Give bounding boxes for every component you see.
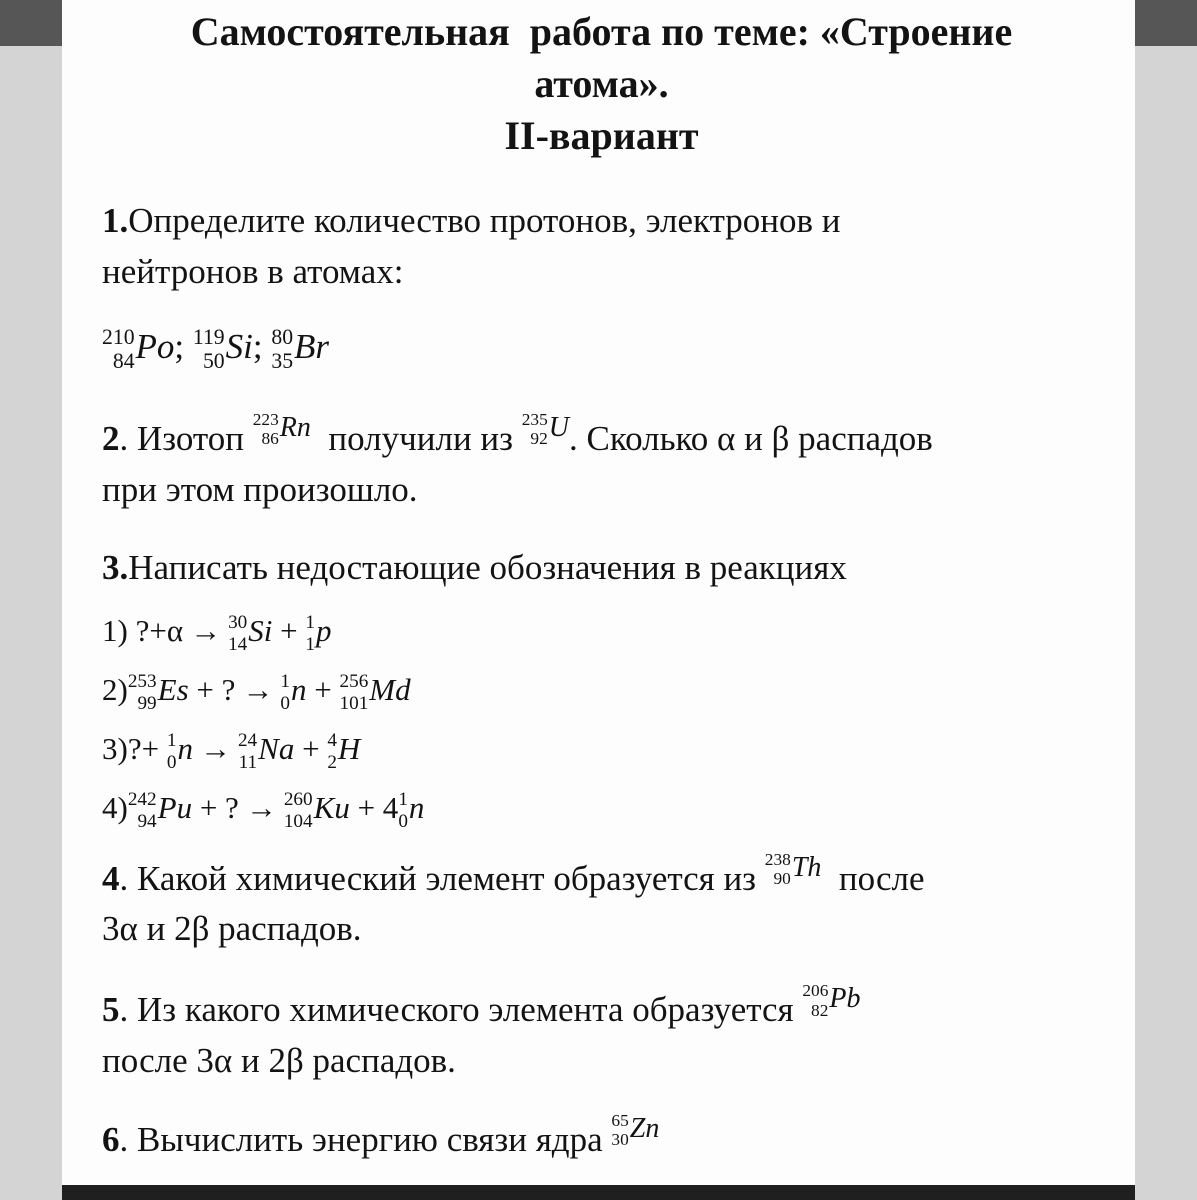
isotope-neutron [166, 730, 193, 773]
mass-and-atomic-number: 1 0 [398, 789, 408, 832]
reaction-2 [102, 661, 1101, 720]
problem-6 [102, 1110, 1101, 1166]
isotope-uranium [521, 409, 570, 449]
plus-sign: + [302, 730, 320, 766]
reaction-arrow: → [242, 671, 274, 707]
bottom-scan-edge [62, 1185, 1135, 1200]
worksheet-page [62, 0, 1135, 1185]
reaction-4 [102, 779, 1101, 838]
reaction-4-unknown: + ? [199, 789, 239, 825]
isotope-neutron [398, 789, 425, 832]
mass-and-atomic-number: 1 0 [280, 671, 290, 714]
mass-and-atomic-number: 65 30 [611, 1110, 629, 1150]
worksheet-title [102, 6, 1101, 162]
mass-and-atomic-number: 4 2 [327, 730, 337, 773]
mass-and-atomic-number: 253 99 [127, 671, 157, 714]
reaction-1-label: 1) [102, 613, 128, 649]
problem-1-text-line-2: нейтронов в атомах: [102, 251, 404, 291]
problem-5 [102, 981, 1101, 1087]
element-symbol: Th [791, 851, 822, 883]
reaction-3 [102, 720, 1101, 779]
element-symbol: Es [157, 671, 189, 707]
isotope-kurchatovium [283, 789, 350, 832]
mass-and-atomic-number: 238 90 [764, 849, 791, 889]
problem-5-text-1: . Из какого химического элемента образуется [119, 990, 794, 1030]
mass-and-atomic-number: 235 92 [521, 409, 548, 449]
problem-3-number: 3. [102, 548, 129, 588]
reaction-2-label: 2) [102, 671, 128, 707]
mass-and-atomic-number: 1 0 [166, 730, 177, 773]
reaction-1 [102, 602, 1101, 661]
problem-5-text-2: после 3α и 2β распадов. [102, 1040, 456, 1080]
element-symbol: Zn [629, 1112, 660, 1144]
problem-2-text-1: . Изотоп [119, 418, 244, 458]
isotope-bromine [271, 325, 330, 374]
isotope-radon [252, 409, 311, 449]
isotope-zinc [611, 1110, 660, 1150]
problem-1-number: 1. [102, 201, 129, 240]
reaction-3-label: 3) [102, 730, 128, 766]
reaction-arrow: → [245, 789, 277, 825]
isotope-silicon-30 [228, 612, 273, 655]
plus-sign: + [314, 671, 332, 707]
isotope-thorium [764, 849, 822, 889]
title-line-1: Самостоятельная работа по теме: «Строение [190, 9, 1013, 54]
isotope-plutonium [127, 789, 193, 832]
isotope-neutron [280, 671, 307, 714]
element-symbol: Br [294, 326, 330, 366]
isotope-mendelevium [339, 671, 411, 714]
mass-and-atomic-number: 80 35 [271, 325, 294, 374]
reaction-arrow: → [199, 730, 231, 766]
reaction-2-unknown: + ? [196, 671, 236, 707]
plus-sign: + [280, 613, 298, 649]
mass-and-atomic-number: 24 11 [237, 730, 258, 773]
problem-1 [102, 196, 1101, 298]
isotope-sodium [237, 730, 295, 773]
isotope-einsteinium [127, 671, 189, 714]
problem-2-text-2: получили из [328, 418, 513, 458]
element-symbol: Pu [157, 789, 193, 825]
isotope-hydrogen-4 [327, 730, 361, 773]
mass-and-atomic-number: 119 50 [192, 325, 225, 374]
problem-3 [102, 543, 1101, 594]
mass-and-atomic-number: 223 86 [252, 409, 279, 449]
element-symbol: Ku [313, 789, 350, 825]
element-symbol: n [291, 671, 307, 707]
mass-and-atomic-number: 206 82 [802, 981, 829, 1020]
element-symbol: n [408, 789, 425, 825]
right-scan-margin [1135, 0, 1197, 1200]
isotope-polonium [102, 325, 175, 374]
reaction-list [102, 602, 1101, 838]
top-right-corner-block [1135, 0, 1197, 46]
mass-and-atomic-number: 256 101 [339, 671, 369, 714]
mass-and-atomic-number: 260 104 [283, 789, 313, 832]
reaction-4-label: 4) [102, 789, 128, 825]
element-symbol: Md [369, 671, 411, 707]
problem-1-text-line-1: Определите количество протонов, электронов и [128, 201, 841, 240]
problem-2-text-3: . Сколько α и β распадов [569, 418, 933, 458]
element-symbol: Na [258, 730, 295, 766]
element-symbol: Po [135, 326, 175, 366]
reaction-3-unknown: ?+ [127, 730, 160, 766]
problem-1-isotope-list [102, 322, 1101, 374]
isotope-proton [305, 612, 332, 655]
problem-6-number: 6 [102, 1119, 120, 1159]
problem-4-text-2: после [838, 858, 925, 898]
problem-4-text-1: . Какой химический элемент образуется из [119, 858, 757, 898]
problem-2 [102, 409, 1101, 516]
problem-3-text: Написать недостающие обозначения в реакциях [128, 548, 847, 588]
problem-2-number: 2 [102, 418, 120, 458]
element-symbol: Rn [279, 411, 311, 443]
top-left-corner-block [0, 0, 62, 46]
problem-2-text-4: при этом произошло. [102, 469, 418, 509]
mass-and-atomic-number: 30 14 [228, 612, 248, 655]
reaction-arrow: → [190, 613, 222, 649]
title-line-2: атома». [534, 61, 669, 106]
element-symbol: Si [225, 326, 253, 366]
element-symbol: U [548, 411, 570, 443]
isotope-lead [802, 981, 861, 1020]
mass-and-atomic-number: 1 1 [305, 612, 315, 655]
problem-4 [102, 849, 1101, 956]
problem-4-text-3: 3α и 2β распадов. [102, 909, 362, 949]
element-symbol: Si [248, 613, 273, 649]
problem-4-number: 4 [102, 858, 120, 898]
element-symbol: Pb [829, 983, 861, 1015]
plus-four: + 4 [357, 789, 399, 825]
problem-6-text: . Вычислить энергию связи ядра [119, 1119, 603, 1159]
mass-and-atomic-number: 210 84 [102, 325, 135, 374]
element-symbol: p [315, 613, 332, 649]
element-symbol: n [177, 730, 193, 766]
separator: ; [174, 326, 185, 366]
title-line-3: II-вариант [504, 113, 699, 158]
mass-and-atomic-number: 242 94 [127, 789, 157, 832]
problem-5-number: 5 [102, 990, 120, 1030]
reaction-1-reactants: ?+α [135, 613, 184, 649]
left-scan-margin [0, 0, 62, 1200]
separator: ; [252, 326, 263, 366]
element-symbol: H [337, 730, 361, 766]
isotope-silicon [192, 325, 253, 374]
